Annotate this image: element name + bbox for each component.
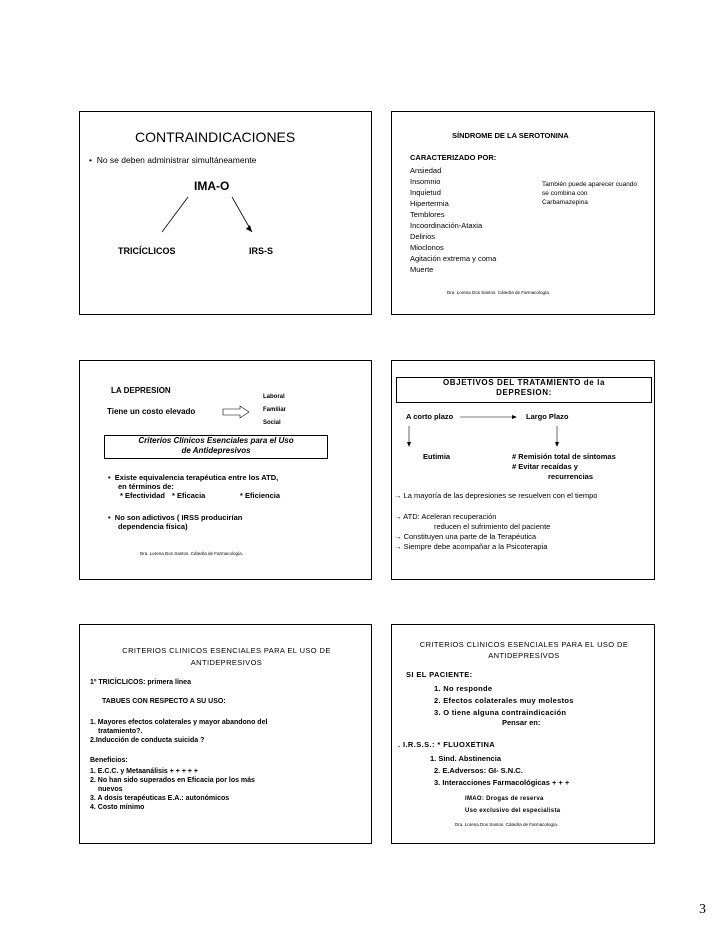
- title-line: CRITERIOS CLINICOS ESENCIALES PARA EL USO DE: [122, 646, 331, 655]
- symptom: Temblores: [410, 210, 445, 219]
- condition: 1. No responde: [434, 684, 493, 693]
- subtitle: Tiene un costo elevado: [107, 407, 196, 416]
- short-term: A corto plazo: [406, 412, 454, 421]
- irss-item: 3. Interacciones Farmacológicas + + +: [434, 778, 570, 787]
- goal: # Evitar recaídas y: [512, 462, 578, 471]
- bullet-2: • No son adictivos ( IRSS producirían dependencia física): [108, 513, 243, 531]
- symptom: Ansiedad: [410, 166, 442, 175]
- goal-list: [512, 452, 616, 482]
- point-1: [394, 492, 597, 501]
- title-line: OBJETIVOS DEL TRATAMIENTO de la: [442, 378, 606, 387]
- arrow-icon: →: [394, 491, 402, 500]
- symptom: Inquietud: [410, 188, 441, 197]
- long-term: Largo Plazo: [526, 412, 569, 421]
- point-text: La mayoría de las depresiones se resuelven con el tiempo: [403, 491, 598, 500]
- si-paciente: SI EL PACIENTE:: [406, 670, 473, 679]
- cost-item: Familiar: [263, 407, 287, 413]
- arrow-icon: [222, 405, 252, 419]
- center-node: IMA-O: [194, 179, 230, 193]
- slide-title: [80, 645, 373, 669]
- symptom: Delirios: [410, 232, 436, 241]
- symptom: Agitación extrema y coma: [410, 254, 497, 263]
- bullet-line: dependencia física): [118, 522, 188, 531]
- side-note: [542, 180, 637, 207]
- branch-arrows: [80, 112, 373, 316]
- bullet-label: No se deben administrar simultáneamente: [96, 155, 257, 165]
- arrow-icon: →: [394, 512, 402, 521]
- beneficios-title: Beneficios:: [90, 757, 128, 764]
- slide-objetivos: [391, 360, 655, 580]
- symptom-list: [410, 165, 496, 275]
- tabu-line: 1. Mayores efectos colaterales y mayor abandono del: [90, 719, 268, 726]
- slide-sindrome-serotonina: [391, 111, 655, 315]
- irss-item: 2. E.Adversos: GI- S.N.C.: [434, 766, 523, 775]
- slide-contraindicaciones: [79, 111, 372, 315]
- slide-footer: Dra. Lorena Dos Santos. Cátedra de Farmacología.: [140, 551, 244, 556]
- imao-line: IMAO: Drogas de reserva: [465, 796, 544, 802]
- title-line: DEPRESION:: [496, 388, 552, 397]
- goal: recurrencias: [548, 472, 594, 481]
- right-node: IRS-S: [249, 246, 274, 256]
- irss-item: 1. Sind. Abstinencia: [430, 754, 501, 763]
- slide-footer: Dra. Lorena Dos Santos. Cátedra de Farmacología.: [447, 290, 551, 295]
- slide-title: SÍNDROME DE LA SEROTONINA: [452, 131, 569, 140]
- imao-block: [465, 793, 560, 817]
- line-1: 1º TRICÍCLICOS: primera línea: [90, 679, 191, 686]
- note-line: se combina con: [542, 190, 588, 197]
- item-eficacia: * Eficacia: [172, 491, 206, 500]
- title-line: ANTIDEPRESIVOS: [488, 651, 560, 660]
- point-text: ATD: Aceleran recuperación: [403, 512, 497, 521]
- note-line: Carbamazepina: [542, 199, 588, 206]
- left-node: TRICÍCLICOS: [118, 246, 176, 256]
- symptom: Muerte: [410, 265, 434, 274]
- bullet-text: • No se deben administrar simultáneamente: [89, 155, 257, 165]
- line-2: TABUES CON RESPECTO A SU USO:: [102, 698, 226, 705]
- symptom: Insomnio: [410, 177, 441, 186]
- beneficios-list: [90, 767, 255, 812]
- subtitle: CARACTERIZADO POR:: [410, 153, 497, 162]
- item-eficiencia: * Eficiencia: [240, 491, 281, 500]
- condition: 2. Efectos colaterales muy molestos: [434, 696, 574, 705]
- tabu-line: tratamiento?.: [98, 728, 143, 735]
- benefit: 4. Costo mínimo: [90, 804, 145, 811]
- slide-title: [392, 639, 656, 661]
- point-4: [394, 543, 547, 552]
- cost-item: Social: [263, 420, 281, 426]
- bullet-line: en términos de:: [118, 482, 174, 491]
- eutimia: Eutimia: [423, 452, 451, 461]
- condition: 3. O tiene alguna contraindicación: [434, 708, 567, 717]
- irss-list: [430, 753, 569, 789]
- box-line: de Antidepresivos: [181, 445, 251, 455]
- condition-list: [434, 683, 574, 719]
- arrow-icon: →: [394, 532, 402, 541]
- goal: # Remisión total de síntomas: [512, 452, 616, 461]
- page-number: 3: [699, 902, 706, 917]
- benefit: 3. A dosis terapéuticas E.A.: autonómicos: [90, 795, 230, 802]
- bullet-line: No son adictivos ( IRSS producirían: [114, 513, 243, 522]
- symptom: Hipertermia: [410, 199, 449, 208]
- slide-title: CONTRAINDICACIONES: [135, 129, 296, 145]
- arrow-icon: →: [394, 542, 402, 551]
- tabu-line: 2.Inducción de conducta suicida ?: [90, 737, 205, 744]
- slide-footer: Dra. Lorena Dos Santos. Cátedra de Farmacología.: [455, 822, 559, 827]
- symptom: Mioclonos: [410, 243, 444, 252]
- pensar: Pensar en:: [502, 718, 541, 727]
- cost-list: [263, 391, 286, 430]
- benefit: 1. E.C.C. y Metaanálisis + + + + +: [90, 768, 198, 775]
- slide-criterios-2: [391, 624, 655, 844]
- slide-title: LA DEPRESION: [111, 386, 171, 395]
- benefit: nuevos: [98, 786, 123, 793]
- bullet-1: • Existe equivalencia terapéutica entre los ATD, en términos de:: [108, 473, 279, 491]
- imao-line: Uso exclusivo del especialista: [465, 808, 561, 814]
- slide-depresion: [79, 360, 372, 580]
- box-line: Criterios Clínicos Esenciales para el Uso: [138, 436, 294, 445]
- tabues-list: [90, 718, 267, 745]
- benefit: 2. No han sido superados en Eficacia por los más: [90, 777, 255, 784]
- bullet-line: Existe equivalencia terapéutica entre los ATD,: [114, 473, 279, 482]
- point-2-cont: reducen el sufrimiento del paciente: [434, 522, 551, 531]
- symptom: Incoordinación-Ataxia: [410, 221, 483, 230]
- note-line: También puede aparecer cuando: [542, 181, 638, 188]
- cost-item: Laboral: [263, 394, 285, 400]
- point-text: Constituyen una parte de la Terapéutica: [403, 532, 537, 541]
- criteria-box: [104, 435, 328, 459]
- title-line: ANTIDEPRESIVOS: [190, 658, 263, 667]
- point-3: [394, 533, 536, 542]
- point-text: Siempre debe acompañar a la Psicoterapia: [403, 542, 548, 551]
- title-line: CRITERIOS CLINICOS ESENCIALES PARA EL USO DE: [419, 640, 629, 649]
- slide-criterios-1: [79, 624, 372, 844]
- point-2: [394, 513, 496, 522]
- item-efectividad: * Efectividad: [120, 491, 166, 500]
- irss-title: . I.R.S.S.: * FLUOXETINA: [398, 740, 496, 749]
